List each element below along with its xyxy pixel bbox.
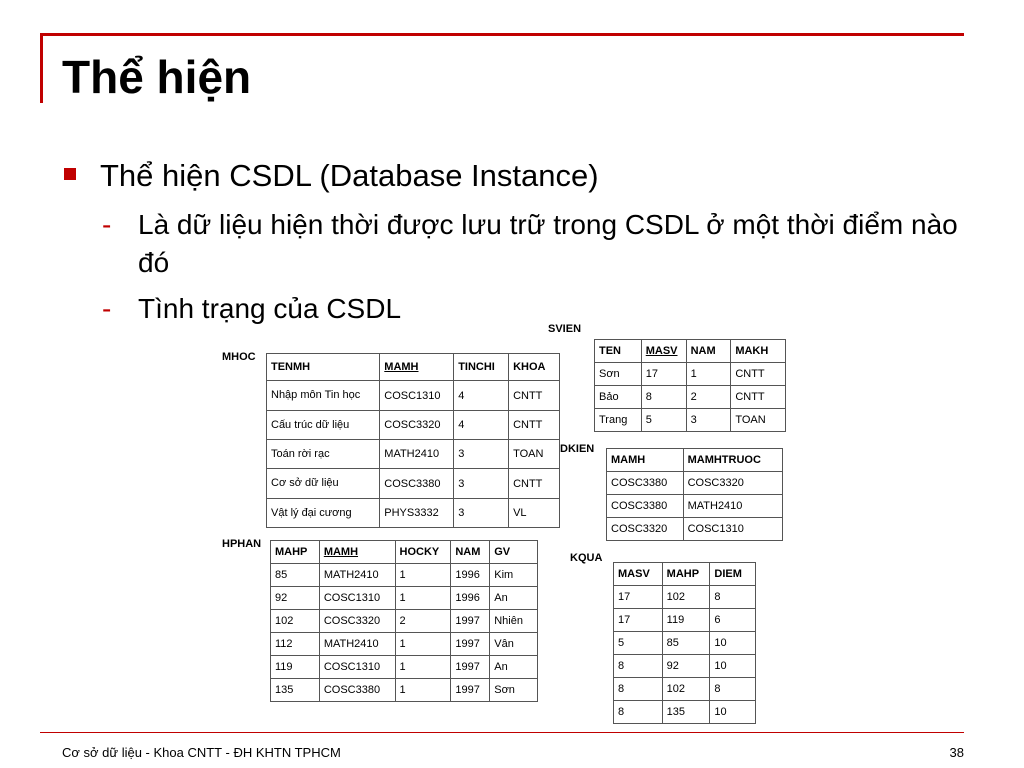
table-cell: TOAN [509, 440, 560, 469]
column-header: MAMH [607, 449, 684, 472]
table-cell: CNTT [509, 381, 560, 411]
column-header: TENMH [267, 354, 380, 381]
title-frame-top [40, 33, 964, 36]
table-cell: Kim [490, 564, 538, 587]
table-row [271, 633, 538, 656]
table-row [267, 440, 560, 469]
table-cell: 8 [641, 386, 686, 409]
table-cell: 8 [710, 586, 756, 609]
page-number: 38 [949, 745, 964, 760]
table-cell: Sơn [490, 679, 538, 702]
table-row [271, 656, 538, 679]
column-header: MASV [614, 563, 663, 586]
table-cell: An [490, 656, 538, 679]
table-cell: 135 [271, 679, 320, 702]
table-row [267, 411, 560, 440]
table-cell: 112 [271, 633, 320, 656]
table-cell: 8 [614, 678, 663, 701]
table-cell: 85 [662, 632, 710, 655]
column-header: TINCHI [454, 354, 509, 381]
table-cell: 1997 [451, 679, 490, 702]
table-cell: 10 [710, 701, 756, 724]
footer-divider [40, 732, 964, 733]
table-header-row [267, 354, 560, 381]
table-cell: 102 [271, 610, 320, 633]
table-kqua [613, 562, 756, 724]
column-header: NAM [451, 541, 490, 564]
column-header: MAMH [380, 354, 454, 381]
table-row [607, 495, 783, 518]
table-row [271, 679, 538, 702]
table-row [595, 386, 786, 409]
table-hphan [270, 540, 538, 702]
table-cell: COSC1310 [683, 518, 782, 541]
table-cell: 3 [454, 469, 509, 499]
table-svien [594, 339, 786, 432]
table-cell: 1 [686, 363, 731, 386]
table-cell: COSC3320 [380, 411, 454, 440]
table-cell: 102 [662, 586, 710, 609]
table-cell: Cơ sở dữ liệu [267, 469, 380, 499]
table-row [614, 701, 756, 724]
table-cell: PHYS3332 [380, 499, 454, 528]
table-row [271, 564, 538, 587]
table-cell: 119 [271, 656, 320, 679]
column-header: KHOA [509, 354, 560, 381]
sub-item-text: Tình trạng của CSDL [138, 293, 402, 324]
table-row [267, 381, 560, 411]
table-cell: 4 [454, 381, 509, 411]
table-cell: 17 [641, 363, 686, 386]
table-cell: 4 [454, 411, 509, 440]
table-row [614, 609, 756, 632]
table-cell: 8 [710, 678, 756, 701]
table-cell: 3 [454, 440, 509, 469]
table-cell: 1996 [451, 587, 490, 610]
column-header: DIEM [710, 563, 756, 586]
table-cell: COSC3320 [683, 472, 782, 495]
table-row [271, 587, 538, 610]
table-cell: 102 [662, 678, 710, 701]
table-cell: 92 [662, 655, 710, 678]
table-row [607, 472, 783, 495]
table-mhoc [266, 353, 560, 528]
column-header: GV [490, 541, 538, 564]
table-label-dkien: DKIEN [560, 443, 595, 455]
table-cell: COSC3380 [607, 472, 684, 495]
table-row [267, 499, 560, 528]
sub-item-definition [102, 206, 982, 286]
table-cell: 5 [641, 409, 686, 432]
dash-icon: - [102, 293, 112, 324]
table-row [614, 632, 756, 655]
table-cell: CNTT [731, 386, 786, 409]
table-cell: MATH2410 [380, 440, 454, 469]
table-cell: Vân [490, 633, 538, 656]
table-row [267, 469, 560, 499]
table-cell: CNTT [509, 411, 560, 440]
table-row [614, 586, 756, 609]
table-cell: 3 [686, 409, 731, 432]
table-cell: COSC3320 [319, 610, 395, 633]
bullet-square-icon [64, 168, 76, 180]
footer-source: Cơ sở dữ liệu - Khoa CNTT - ĐH KHTN TPHCM [62, 745, 341, 760]
main-bullet-text: Thể hiện CSDL (Database Instance) [100, 158, 599, 193]
table-cell: 2 [395, 610, 451, 633]
table-cell: 1997 [451, 633, 490, 656]
dash-icon: - [102, 209, 112, 240]
table-cell: COSC1310 [319, 656, 395, 679]
table-cell: 10 [710, 655, 756, 678]
title-frame-left [40, 33, 43, 103]
table-cell: MATH2410 [683, 495, 782, 518]
table-cell: CNTT [731, 363, 786, 386]
table-cell: 5 [614, 632, 663, 655]
column-header: MAKH [731, 340, 786, 363]
table-cell: 3 [454, 499, 509, 528]
table-cell: 2 [686, 386, 731, 409]
table-cell: Cấu trúc dữ liệu [267, 411, 380, 440]
table-row [607, 518, 783, 541]
table-label-kqua: KQUA [570, 552, 603, 564]
table-dkien [606, 448, 783, 541]
column-header: MASV [641, 340, 686, 363]
table-cell: COSC1310 [380, 381, 454, 411]
table-cell: 17 [614, 609, 663, 632]
column-header: MAHP [271, 541, 320, 564]
table-cell: Sơn [595, 363, 642, 386]
table-cell: VL [509, 499, 560, 528]
table-cell: 1 [395, 587, 451, 610]
table-cell: 10 [710, 632, 756, 655]
table-cell: 1 [395, 679, 451, 702]
table-row [595, 409, 786, 432]
column-header: MAMHTRUOC [683, 449, 782, 472]
table-row [271, 610, 538, 633]
column-header: TEN [595, 340, 642, 363]
table-cell: Trang [595, 409, 642, 432]
table-cell: 8 [614, 655, 663, 678]
table-kqua-viewport [613, 562, 758, 718]
table-cell: 119 [662, 609, 710, 632]
slide-title: Thể hiện [62, 51, 252, 103]
table-cell: COSC1310 [319, 587, 395, 610]
table-cell: 135 [662, 701, 710, 724]
table-cell: MATH2410 [319, 564, 395, 587]
column-header: MAMH [319, 541, 395, 564]
table-cell: COSC3380 [607, 495, 684, 518]
table-cell: 17 [614, 586, 663, 609]
table-cell: CNTT [509, 469, 560, 499]
table-label-svien: SVIEN [548, 323, 582, 335]
table-cell: Toán rời rạc [267, 440, 380, 469]
table-cell: An [490, 587, 538, 610]
column-header: NAM [686, 340, 731, 363]
table-cell: TOAN [731, 409, 786, 432]
sub-item-text: Là dữ liệu hiện thời được lưu trữ trong CSDL ở một thời điểm nào đó [138, 209, 958, 278]
table-row [595, 363, 786, 386]
table-cell: Nhập môn Tin học [267, 381, 380, 411]
table-cell: 92 [271, 587, 320, 610]
table-cell: 1997 [451, 656, 490, 679]
table-label-mhoc: MHOC [222, 351, 256, 363]
table-cell: 1 [395, 656, 451, 679]
table-cell: 1997 [451, 610, 490, 633]
table-header-row [607, 449, 783, 472]
table-row [614, 655, 756, 678]
table-cell: 1 [395, 564, 451, 587]
table-header-row [271, 541, 538, 564]
table-cell: COSC3320 [607, 518, 684, 541]
table-header-row [614, 563, 756, 586]
table-cell: Bảo [595, 386, 642, 409]
table-cell: 1 [395, 633, 451, 656]
column-header: HOCKY [395, 541, 451, 564]
table-row [614, 678, 756, 701]
table-cell: 8 [614, 701, 663, 724]
table-header-row [595, 340, 786, 363]
sub-item-state [102, 290, 602, 330]
table-label-hphan: HPHAN [222, 538, 262, 550]
table-cell: COSC3380 [380, 469, 454, 499]
table-cell: MATH2410 [319, 633, 395, 656]
table-cell: Vật lý đại cương [267, 499, 380, 528]
table-cell: 6 [710, 609, 756, 632]
table-cell: Nhiên [490, 610, 538, 633]
table-cell: 85 [271, 564, 320, 587]
table-cell: 1996 [451, 564, 490, 587]
table-cell: COSC3380 [319, 679, 395, 702]
column-header: MAHP [662, 563, 710, 586]
